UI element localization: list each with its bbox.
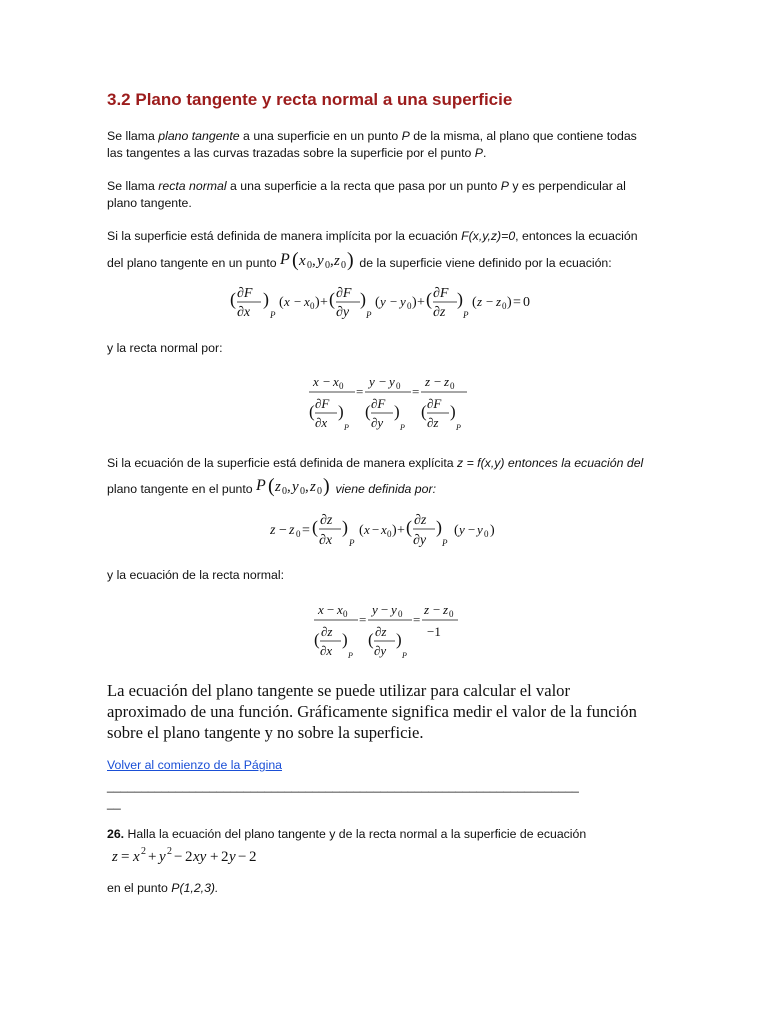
- implicit-equation: F(x,y,z)=0: [461, 229, 516, 243]
- text: a una superficie en un punto: [239, 129, 402, 143]
- text: de la misma, al plano que contiene todas: [409, 129, 637, 143]
- exercise-number: 26.: [107, 827, 125, 841]
- svg-text:x: x: [133, 849, 140, 865]
- svg-text:(: (: [368, 630, 374, 649]
- svg-text:P: P: [366, 310, 372, 320]
- svg-text:): ): [412, 295, 417, 310]
- term-plano-tangente: plano tangente: [158, 129, 240, 143]
- svg-text:2: 2: [167, 846, 172, 857]
- svg-text:−: −: [381, 602, 389, 617]
- svg-text:y: y: [477, 522, 483, 537]
- term-recta-normal: recta normal: [158, 179, 227, 193]
- svg-text:∂y: ∂y: [413, 533, 427, 548]
- svg-text:z: z: [275, 479, 281, 495]
- svg-text:(: (: [314, 630, 320, 649]
- svg-text:∂F: ∂F: [427, 396, 442, 411]
- svg-text:): ): [263, 289, 269, 309]
- text: Si la ecuación de la superficie está definida de manera explícita: [107, 456, 457, 470]
- separator-line-2: __: [107, 796, 121, 810]
- svg-text:y: y: [391, 602, 397, 617]
- svg-text:∂z: ∂z: [320, 513, 333, 528]
- svg-text:P: P: [349, 538, 355, 548]
- svg-text:,: ,: [312, 253, 316, 269]
- svg-text:0: 0: [407, 301, 412, 311]
- svg-text:,: ,: [287, 479, 291, 495]
- svg-text:0: 0: [310, 301, 315, 311]
- svg-text:P: P: [400, 423, 405, 432]
- svg-text:x: x: [337, 602, 343, 617]
- svg-text:): ): [342, 517, 348, 537]
- svg-text:): ): [490, 523, 495, 538]
- text: aproximado de una función. Gráficamente significa medir el valor de la función: [107, 702, 637, 721]
- svg-text:x: x: [304, 294, 310, 309]
- svg-text:x: x: [313, 374, 319, 389]
- svg-text:y: y: [317, 253, 324, 269]
- text: plano tangente en el punto: [107, 482, 257, 496]
- svg-text:−: −: [238, 849, 247, 865]
- svg-text:x: x: [364, 522, 370, 537]
- svg-text:(: (: [329, 289, 335, 309]
- explicit-equation: z = f(x,y) entonces la ecuación del: [457, 456, 644, 470]
- svg-text:0: 0: [296, 529, 301, 539]
- text: de la superficie viene definido por la ecuación:: [359, 256, 612, 270]
- point-p-formula-explicit: [256, 475, 332, 497]
- svg-text:−: −: [327, 602, 335, 617]
- svg-text:0: 0: [502, 301, 507, 311]
- svg-text:x: x: [333, 374, 339, 389]
- svg-text:−: −: [433, 602, 441, 617]
- svg-text:(: (: [365, 402, 371, 421]
- svg-text:(: (: [230, 289, 236, 309]
- svg-text:y: y: [389, 374, 395, 389]
- svg-text:z: z: [424, 602, 430, 617]
- text: Se llama: [107, 179, 159, 193]
- equation-tangent-plane-explicit: [270, 508, 510, 552]
- svg-text:∂z: ∂z: [375, 624, 387, 639]
- svg-text:0: 0: [387, 529, 392, 539]
- equation-normal-line-explicit: [310, 598, 470, 664]
- svg-text:): ): [342, 630, 348, 649]
- svg-text:(: (: [375, 295, 380, 310]
- svg-text:0: 0: [484, 529, 489, 539]
- svg-text:y: y: [292, 479, 299, 495]
- svg-text:(: (: [312, 517, 318, 537]
- svg-text:0: 0: [343, 609, 348, 619]
- svg-text:,: ,: [305, 479, 309, 495]
- svg-text:z: z: [444, 374, 450, 389]
- svg-text:+: +: [417, 295, 425, 310]
- svg-text:): ): [392, 523, 397, 538]
- svg-text:(: (: [309, 402, 315, 421]
- svg-text:=: =: [121, 849, 130, 865]
- svg-text:x: x: [299, 253, 306, 269]
- svg-text:y: y: [459, 522, 465, 537]
- text: las tangentes a las curvas trazadas sobre la superficie por el punto: [107, 146, 475, 160]
- svg-text:2: 2: [185, 849, 193, 865]
- point-label: P: [474, 146, 483, 160]
- svg-text:∂z: ∂z: [321, 624, 333, 639]
- svg-text:,: ,: [330, 253, 334, 269]
- svg-text:(: (: [454, 523, 459, 538]
- svg-text:(: (: [472, 295, 477, 310]
- svg-text:−: −: [468, 522, 476, 537]
- text: , entonces la ecuación: [515, 229, 638, 243]
- svg-text:−: −: [434, 374, 442, 389]
- svg-text:z: z: [270, 523, 276, 538]
- svg-text:(: (: [421, 402, 427, 421]
- svg-text:xy: xy: [193, 849, 207, 865]
- svg-text:+: +: [210, 849, 219, 865]
- svg-text:y: y: [400, 294, 406, 309]
- exercise-point-value: P(1,2,3).: [171, 881, 219, 895]
- text: en el punto: [107, 881, 172, 895]
- svg-text:=: =: [359, 612, 367, 627]
- svg-text:(: (: [426, 289, 432, 309]
- separator-line-1: _____________________________________________________________________: [107, 779, 579, 793]
- svg-text:−: −: [372, 522, 380, 537]
- svg-text:0: 0: [523, 295, 530, 310]
- svg-text:−: −: [379, 374, 387, 389]
- paragraph-implicit: [107, 224, 667, 276]
- svg-text:P: P: [256, 477, 266, 494]
- svg-text:∂F: ∂F: [237, 286, 253, 301]
- point-p-formula: [280, 249, 356, 271]
- svg-text:): ): [347, 249, 354, 271]
- svg-text:x: x: [381, 522, 387, 537]
- svg-text:0: 0: [317, 486, 323, 497]
- svg-text:z: z: [496, 294, 502, 309]
- svg-text:): ): [436, 517, 442, 537]
- svg-text:(: (: [359, 523, 364, 538]
- svg-text:): ): [394, 402, 400, 421]
- svg-text:−: −: [279, 523, 287, 538]
- text: y es perpendicular al: [508, 179, 626, 193]
- svg-text:∂z: ∂z: [414, 513, 427, 528]
- equation-tangent-plane-implicit: [230, 282, 550, 324]
- svg-text:0: 0: [398, 609, 403, 619]
- svg-text:): ): [338, 402, 344, 421]
- svg-text:): ): [450, 402, 456, 421]
- point-label: P: [401, 129, 410, 143]
- paragraph-approximation: [107, 680, 667, 743]
- svg-text:+: +: [320, 295, 328, 310]
- svg-text:=: =: [513, 295, 521, 310]
- svg-text:(: (: [268, 475, 275, 497]
- text: La ecuación del plano tangente se puede utilizar para calcular el valor: [107, 681, 571, 700]
- svg-text:−: −: [323, 374, 331, 389]
- svg-text:(: (: [292, 249, 299, 271]
- svg-text:∂F: ∂F: [371, 396, 386, 411]
- text: plano tangente.: [107, 196, 192, 210]
- svg-text:0: 0: [300, 486, 306, 497]
- text: Se llama: [107, 129, 159, 143]
- text: Halla la ecuación del plano tangente y de la recta normal a la superficie de ecuación: [124, 827, 587, 841]
- svg-text:+: +: [148, 849, 157, 865]
- back-to-top-link[interactable]: Volver al comienzo de la Página: [107, 758, 282, 772]
- svg-text:∂x: ∂x: [237, 305, 251, 320]
- svg-text:=: =: [412, 384, 420, 399]
- text: Si la superficie está definida de manera implícita por la ecuación: [107, 229, 462, 243]
- svg-text:): ): [323, 475, 330, 497]
- svg-text:P: P: [402, 651, 407, 660]
- svg-text:0: 0: [325, 260, 330, 271]
- svg-text:∂F: ∂F: [336, 286, 352, 301]
- text: viene definida por:: [335, 482, 436, 496]
- svg-text:(: (: [279, 295, 284, 310]
- svg-text:z: z: [443, 602, 449, 617]
- svg-text:=: =: [302, 523, 310, 538]
- text: del plano tangente en un punto: [107, 256, 280, 270]
- paragraph-normal-line-intro: y la recta normal por:: [107, 341, 223, 355]
- svg-text:P: P: [348, 651, 353, 660]
- svg-text:∂y: ∂y: [371, 415, 384, 430]
- svg-text:∂x: ∂x: [320, 643, 333, 658]
- svg-text:P: P: [463, 310, 469, 320]
- equation-exercise-surface: [110, 843, 270, 867]
- paragraph-explicit: [107, 451, 667, 501]
- svg-text:P: P: [344, 423, 349, 432]
- svg-text:0: 0: [449, 609, 454, 619]
- text: a una superficie a la recta que pasa por un punto: [226, 179, 501, 193]
- svg-text:0: 0: [341, 260, 346, 271]
- svg-text:y: y: [159, 849, 166, 865]
- svg-text:2: 2: [141, 846, 146, 857]
- paragraph-plano-tangente: [107, 128, 667, 162]
- section-title: 3.2 Plano tangente y recta normal a una superficie: [107, 90, 513, 109]
- svg-text:∂z: ∂z: [433, 305, 446, 320]
- svg-text:−: −: [174, 849, 183, 865]
- svg-text:∂y: ∂y: [336, 305, 350, 320]
- paragraph-normal-line-explicit-intro: y la ecuación de la recta normal:: [107, 568, 285, 582]
- svg-text:y: y: [369, 374, 375, 389]
- svg-text:−: −: [294, 294, 302, 309]
- svg-text:z: z: [477, 294, 483, 309]
- svg-text:): ): [457, 289, 463, 309]
- svg-text:z: z: [425, 374, 431, 389]
- svg-text:): ): [507, 295, 512, 310]
- text: .: [482, 146, 487, 160]
- svg-text:0: 0: [450, 381, 455, 391]
- exercise-26-statement: [107, 826, 667, 843]
- svg-text:x: x: [318, 602, 324, 617]
- point-label: P: [500, 179, 509, 193]
- svg-text:z: z: [289, 523, 295, 538]
- svg-text:=: =: [413, 612, 421, 627]
- svg-text:P: P: [442, 538, 448, 548]
- svg-text:x: x: [284, 294, 290, 309]
- svg-text:y: y: [229, 849, 236, 865]
- svg-text:0: 0: [282, 486, 288, 497]
- svg-text:∂x: ∂x: [315, 415, 328, 430]
- svg-text:0: 0: [307, 260, 312, 271]
- svg-text:−1: −1: [427, 624, 441, 639]
- exercise-point: [107, 880, 667, 897]
- equation-normal-line-implicit: [305, 370, 475, 436]
- separator-line: [107, 778, 579, 812]
- paragraph-recta-normal: [107, 178, 667, 212]
- svg-text:+: +: [397, 523, 405, 538]
- svg-text:∂F: ∂F: [315, 396, 330, 411]
- svg-text:2: 2: [221, 849, 229, 865]
- svg-text:(: (: [406, 517, 412, 537]
- svg-text:0: 0: [396, 381, 401, 391]
- svg-text:∂F: ∂F: [433, 286, 449, 301]
- svg-text:): ): [315, 295, 320, 310]
- svg-text:z: z: [334, 253, 340, 269]
- svg-text:z: z: [310, 479, 316, 495]
- svg-text:): ): [360, 289, 366, 309]
- svg-text:y: y: [372, 602, 378, 617]
- svg-text:0: 0: [339, 381, 344, 391]
- svg-text:P: P: [280, 251, 290, 268]
- svg-text:y: y: [380, 294, 386, 309]
- svg-text:∂z: ∂z: [427, 415, 439, 430]
- svg-text:z: z: [112, 849, 118, 865]
- svg-text:P: P: [456, 423, 461, 432]
- svg-text:2: 2: [249, 849, 257, 865]
- text: sobre el plano tangente y no sobre la superficie.: [107, 723, 424, 742]
- svg-text:−: −: [390, 294, 398, 309]
- svg-text:∂x: ∂x: [319, 533, 333, 548]
- svg-text:): ): [396, 630, 402, 649]
- svg-text:∂y: ∂y: [374, 643, 387, 658]
- svg-text:=: =: [356, 384, 364, 399]
- svg-text:−: −: [486, 294, 494, 309]
- svg-text:P: P: [270, 310, 276, 320]
